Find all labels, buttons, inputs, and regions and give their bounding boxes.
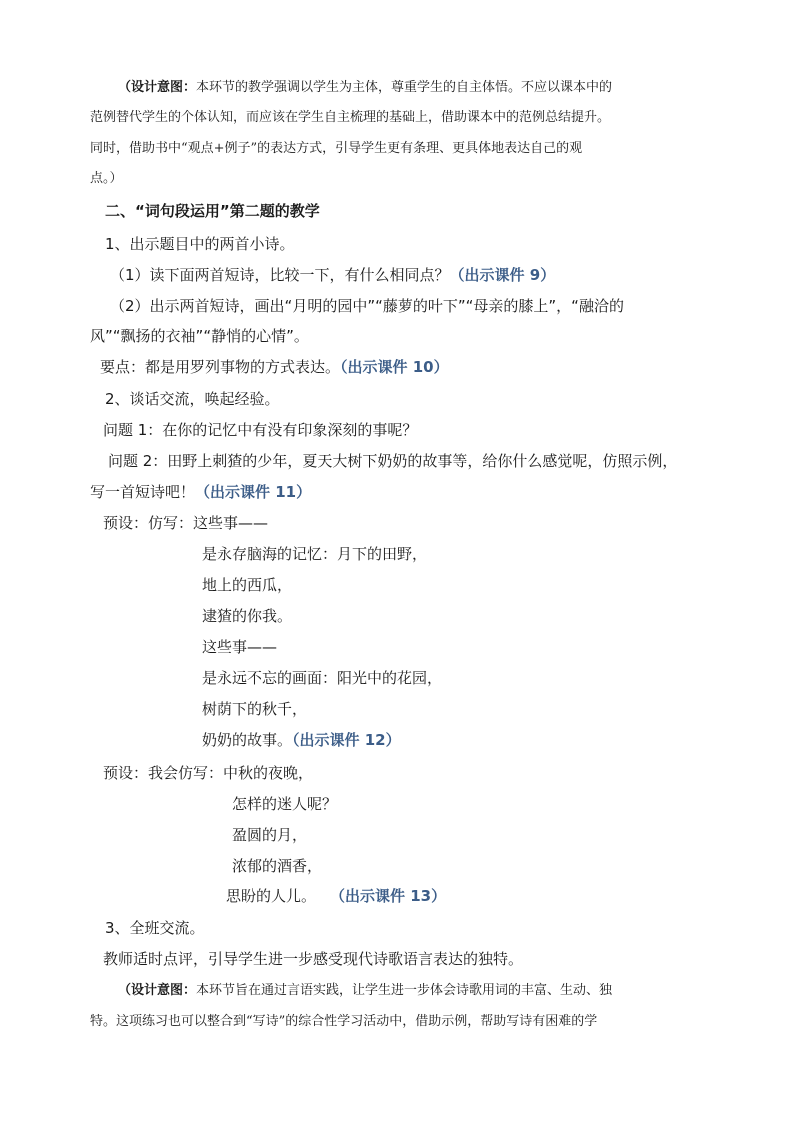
section-heading: 二、“词句段运用”第二题的教学 xyxy=(105,202,320,220)
prompt-2-line-2: 写一首短诗吧！（出示课件 11） xyxy=(90,483,312,501)
poem-2-line: 盈圆的月， xyxy=(232,826,308,844)
preset-1: 预设：仿写：这些事—— xyxy=(103,514,269,532)
preset-2: 预设：我会仿写：中秋的夜晚， xyxy=(103,764,314,782)
courseware-ref-9: （出示课件 9） xyxy=(449,266,556,284)
design-intent-lead: （设计意图： xyxy=(118,80,197,95)
poem-1-line: 是永远不忘的画面：阳光中的花园， xyxy=(202,669,443,687)
step-1: 1、出示题目中的两首小诗。 xyxy=(105,235,295,253)
poem-1-line: 树荫下的秋千， xyxy=(202,700,308,718)
design-intent-line-2: 范例替代学生的个体认知，而应该在学生自主梳理的基础上，借助课本中的范例总结提升。 xyxy=(90,110,611,125)
design-intent-line-1: （设计意图：本环节的教学强调以学生为主体，尊重学生的自主体悟。不应以课本中的 xyxy=(118,80,613,95)
poem-2-last-line: 思盼的人儿。 （出示课件 13） xyxy=(226,887,447,905)
poem-1-line: 是永存脑海的记忆：月下的田野， xyxy=(202,545,428,563)
design-intent-2-line-1: （设计意图：本环节旨在通过言语实践，让学生进一步体会诗歌用词的丰富、生动、独 xyxy=(118,983,613,998)
design-intent-line-3: 同时，借助书中“观点+例子”的表达方式，引导学生更有条理、更具体地表达自己的观 xyxy=(90,141,583,156)
poem-1-line: 逮猹的你我。 xyxy=(202,607,293,625)
design-intent-2-line-2: 特。这项练习也可以整合到“写诗”的综合性学习活动中，借助示例，帮助写诗有困难的学 xyxy=(90,1014,598,1029)
courseware-ref-11: （出示课件 11） xyxy=(195,483,312,501)
question-1: （1）读下面两首短诗，比较一下，有什么相同点？（出示课件 9） xyxy=(110,266,556,284)
step-3: 3、全班交流。 xyxy=(105,919,205,937)
courseware-ref-12: （出示课件 12） xyxy=(292,731,401,749)
prompt-1: 问题 1：在你的记忆中有没有印象深刻的事呢？ xyxy=(103,421,418,439)
poem-2-line: 怎样的迷人呢？ xyxy=(232,795,338,813)
key-point: 要点：都是用罗列事物的方式表达。（出示课件 10） xyxy=(100,358,449,376)
teacher-comment: 教师适时点评，引导学生进一步感受现代诗歌语言表达的独特。 xyxy=(103,950,524,968)
poem-1-line: 这些事—— xyxy=(202,638,278,656)
poem-2-line: 浓郁的酒香， xyxy=(232,857,323,875)
poem-1-line: 地上的西瓜， xyxy=(202,576,293,594)
question-2-line-1: （2）出示两首短诗，画出“月明的园中”“藤萝的叶下”“母亲的膝上”，“融洽的 xyxy=(110,297,624,315)
step-2: 2、谈话交流，唤起经验。 xyxy=(105,390,280,408)
courseware-ref-13: （出示课件 13） xyxy=(330,887,447,905)
design-intent-line-4: 点。） xyxy=(90,171,123,186)
question-2-line-2: 风”“飘扬的衣袖”“静悄的心情”。 xyxy=(90,327,309,345)
design-intent-2-lead: （设计意图： xyxy=(118,983,197,998)
poem-1-last-line: 奶奶的故事。（出示课件 12） xyxy=(202,731,401,749)
prompt-2-line-1: 问题 2：田野上刺猹的少年，夏天大树下奶奶的故事等，给你什么感觉呢，仿照示例， xyxy=(108,452,678,470)
courseware-ref-10: （出示课件 10） xyxy=(340,358,449,376)
